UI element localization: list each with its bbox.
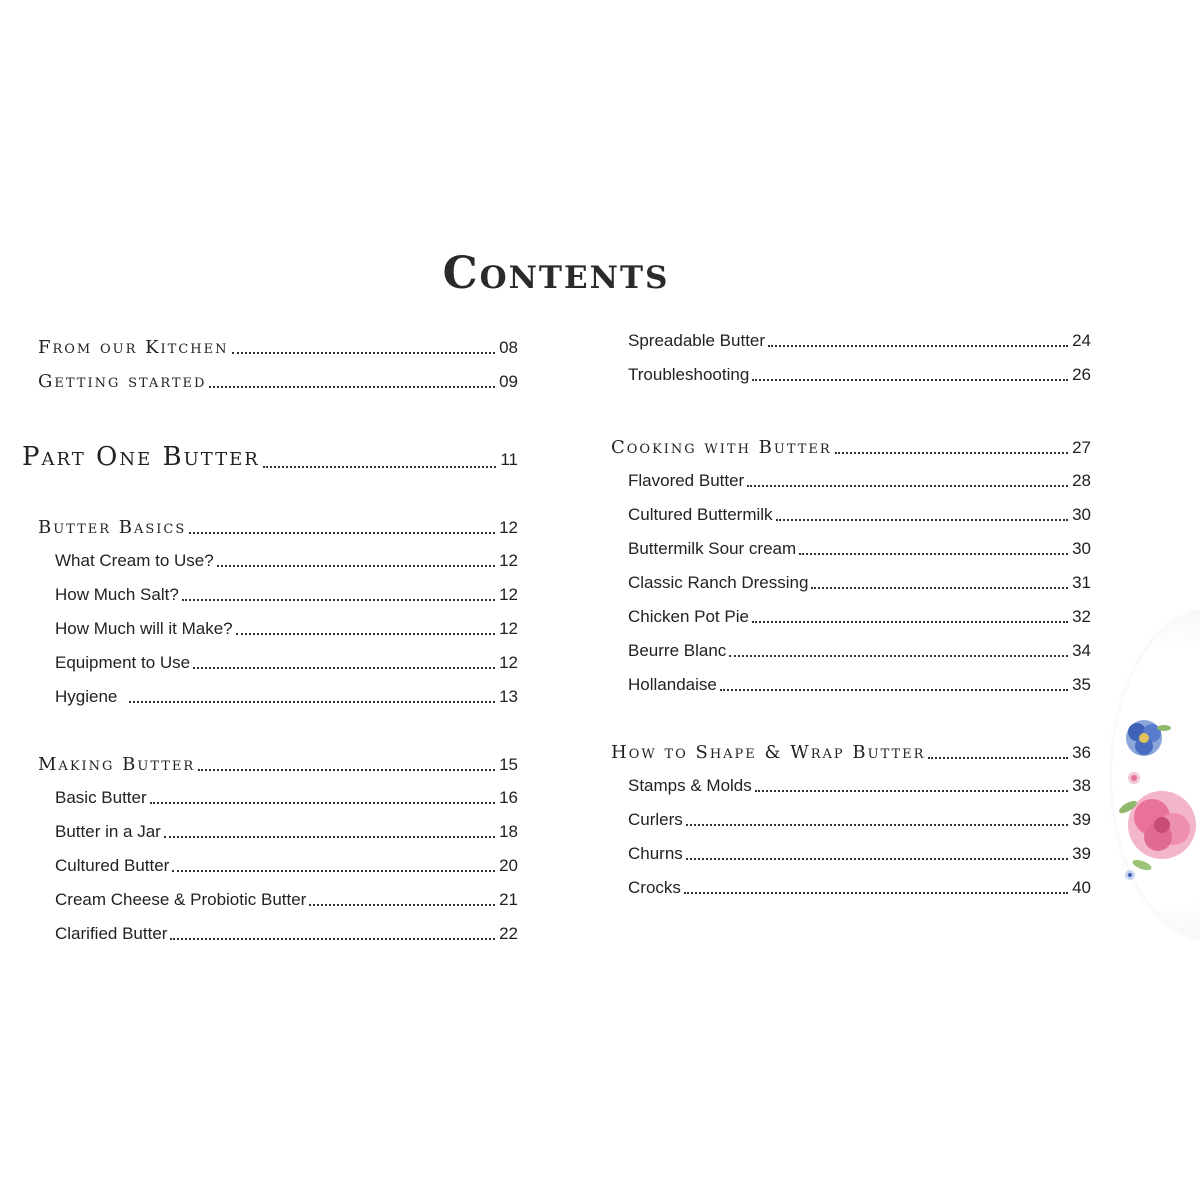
- page-number: 38: [1072, 776, 1091, 795]
- toc-entry[interactable]: [55, 585, 518, 605]
- toc-label: Spreadable Butter: [628, 331, 766, 350]
- dot-leader: [752, 379, 1068, 381]
- toc-entry[interactable]: [55, 788, 518, 808]
- toc-entry-making-butter[interactable]: [38, 754, 518, 775]
- dot-leader: [150, 802, 495, 804]
- page-number: 21: [499, 890, 518, 909]
- toc-label: Classic Ranch Dressing: [628, 573, 809, 592]
- page-number: 32: [1072, 607, 1091, 626]
- toc-part-one[interactable]: [22, 442, 518, 472]
- page-number: 12: [499, 518, 518, 537]
- toc-label: Butter Basics: [38, 517, 187, 538]
- toc-label: Cultured Buttermilk: [628, 505, 773, 524]
- dot-leader: [686, 824, 1068, 826]
- page-number: 15: [499, 755, 518, 774]
- dot-leader: [720, 689, 1068, 691]
- page-number: 40: [1072, 878, 1091, 897]
- dot-leader: [217, 565, 495, 567]
- toc-label: Crocks: [628, 878, 681, 897]
- toc-label: Curlers: [628, 810, 683, 829]
- dot-leader: [263, 466, 497, 468]
- page-number: 13: [499, 687, 518, 706]
- dot-leader: [193, 667, 495, 669]
- toc-entry-getting-started[interactable]: [38, 371, 518, 392]
- dot-leader: [209, 386, 495, 388]
- toc-entry[interactable]: [55, 890, 518, 910]
- toc-entry[interactable]: [628, 573, 1091, 593]
- dot-leader: [835, 452, 1068, 454]
- toc-entry[interactable]: [628, 505, 1091, 525]
- dot-leader: [172, 870, 495, 872]
- toc-entry[interactable]: [55, 551, 518, 571]
- page-number: 08: [499, 338, 518, 357]
- toc-label: Troubleshooting: [628, 365, 750, 384]
- page-number: 26: [1072, 365, 1091, 384]
- page-number: 12: [499, 653, 518, 672]
- dot-leader: [189, 532, 495, 534]
- dot-leader: [198, 769, 495, 771]
- toc-label: Beurre Blanc: [628, 641, 727, 660]
- dot-leader: [232, 352, 496, 354]
- toc-entry-cooking-with-butter[interactable]: [611, 437, 1091, 458]
- page-number: 31: [1072, 573, 1091, 592]
- toc-entry[interactable]: [628, 776, 1091, 796]
- page-number: 16: [499, 788, 518, 807]
- page-number: 28: [1072, 471, 1091, 490]
- toc-label: What Cream to Use?: [55, 551, 214, 570]
- flower-decoration-icon: [1112, 610, 1200, 940]
- dot-leader: [236, 633, 495, 635]
- dot-leader: [768, 345, 1068, 347]
- toc-label: Clarified Butter: [55, 924, 168, 943]
- page-number: 30: [1072, 505, 1091, 524]
- toc-entry[interactable]: [628, 844, 1091, 864]
- toc-label: Hygiene: [55, 687, 118, 706]
- toc-entry[interactable]: [55, 653, 518, 673]
- dot-leader: [164, 836, 495, 838]
- page-number: 20: [499, 856, 518, 875]
- dot-leader: [684, 892, 1068, 894]
- page-number: 11: [500, 450, 518, 469]
- toc-entry[interactable]: [55, 822, 518, 842]
- dot-leader: [309, 904, 495, 906]
- toc-entry[interactable]: [628, 641, 1091, 661]
- floral-plate-image: [1112, 610, 1200, 940]
- dot-leader: [811, 587, 1068, 589]
- dot-leader: [776, 519, 1069, 521]
- toc-entry[interactable]: [628, 471, 1091, 491]
- page-number: 12: [499, 551, 518, 570]
- dot-leader: [686, 858, 1068, 860]
- page-number: 39: [1072, 810, 1091, 829]
- page-number: 12: [499, 619, 518, 638]
- page-number: 35: [1072, 675, 1091, 694]
- toc-label: Butter in a Jar: [55, 822, 161, 841]
- dot-leader: [747, 485, 1068, 487]
- toc-label: Making Butter: [38, 754, 196, 775]
- toc-label: How Much Salt?: [55, 585, 179, 604]
- toc-entry[interactable]: [628, 810, 1091, 830]
- dot-leader: [729, 655, 1068, 657]
- toc-entry-shape-and-wrap[interactable]: [611, 742, 1091, 763]
- dot-leader: [755, 790, 1068, 792]
- page-number: 22: [499, 924, 518, 943]
- toc-label: Hollandaise: [628, 675, 717, 694]
- toc-label: How to Shape & Wrap Butter: [611, 742, 926, 763]
- toc-label: From our Kitchen: [38, 337, 229, 358]
- dot-leader: [928, 757, 1068, 759]
- toc-label: Basic Butter: [55, 788, 147, 807]
- part-heading: Part One Butter: [22, 442, 260, 472]
- page-number: 18: [499, 822, 518, 841]
- toc-label: How Much will it Make?: [55, 619, 233, 638]
- page-number: 39: [1072, 844, 1091, 863]
- page-number: 09: [499, 372, 518, 391]
- page-number: 36: [1072, 743, 1091, 762]
- toc-entry[interactable]: [628, 607, 1091, 627]
- toc-label: Buttermilk Sour cream: [628, 539, 797, 558]
- toc-entry[interactable]: [628, 331, 1091, 351]
- page-number: 12: [499, 585, 518, 604]
- toc-entry[interactable]: [55, 619, 518, 639]
- toc-entry[interactable]: [55, 924, 518, 944]
- dot-leader: [182, 599, 495, 601]
- toc-label: Cultured Butter: [55, 856, 170, 875]
- toc-entry[interactable]: [628, 365, 1091, 385]
- toc-entry[interactable]: [55, 856, 518, 876]
- dot-leader: [752, 621, 1068, 623]
- page-number: 24: [1072, 331, 1091, 350]
- toc-entry-from-our-kitchen[interactable]: [38, 337, 518, 358]
- dot-leader: [129, 701, 495, 703]
- page-number: 34: [1072, 641, 1091, 660]
- dot-leader: [170, 938, 495, 940]
- toc-label: Flavored Butter: [628, 471, 745, 490]
- toc-label: Cream Cheese & Probiotic Butter: [55, 890, 307, 909]
- page-number: 27: [1072, 438, 1091, 457]
- toc-entry[interactable]: [55, 687, 518, 707]
- page-number: 30: [1072, 539, 1091, 558]
- toc-entry[interactable]: [628, 878, 1091, 898]
- toc-label: Getting started: [38, 371, 207, 392]
- toc-entry-butter-basics[interactable]: [38, 517, 518, 538]
- toc-label: Equipment to Use: [55, 653, 191, 672]
- toc-label: Stamps & Molds: [628, 776, 752, 795]
- toc-label: Chicken Pot Pie: [628, 607, 749, 626]
- toc-entry[interactable]: [628, 675, 1091, 695]
- toc-label: Churns: [628, 844, 683, 863]
- page-title: Contents: [442, 248, 670, 299]
- toc-entry[interactable]: [628, 539, 1091, 559]
- dot-leader: [799, 553, 1068, 555]
- toc-label: Cooking with Butter: [611, 437, 832, 458]
